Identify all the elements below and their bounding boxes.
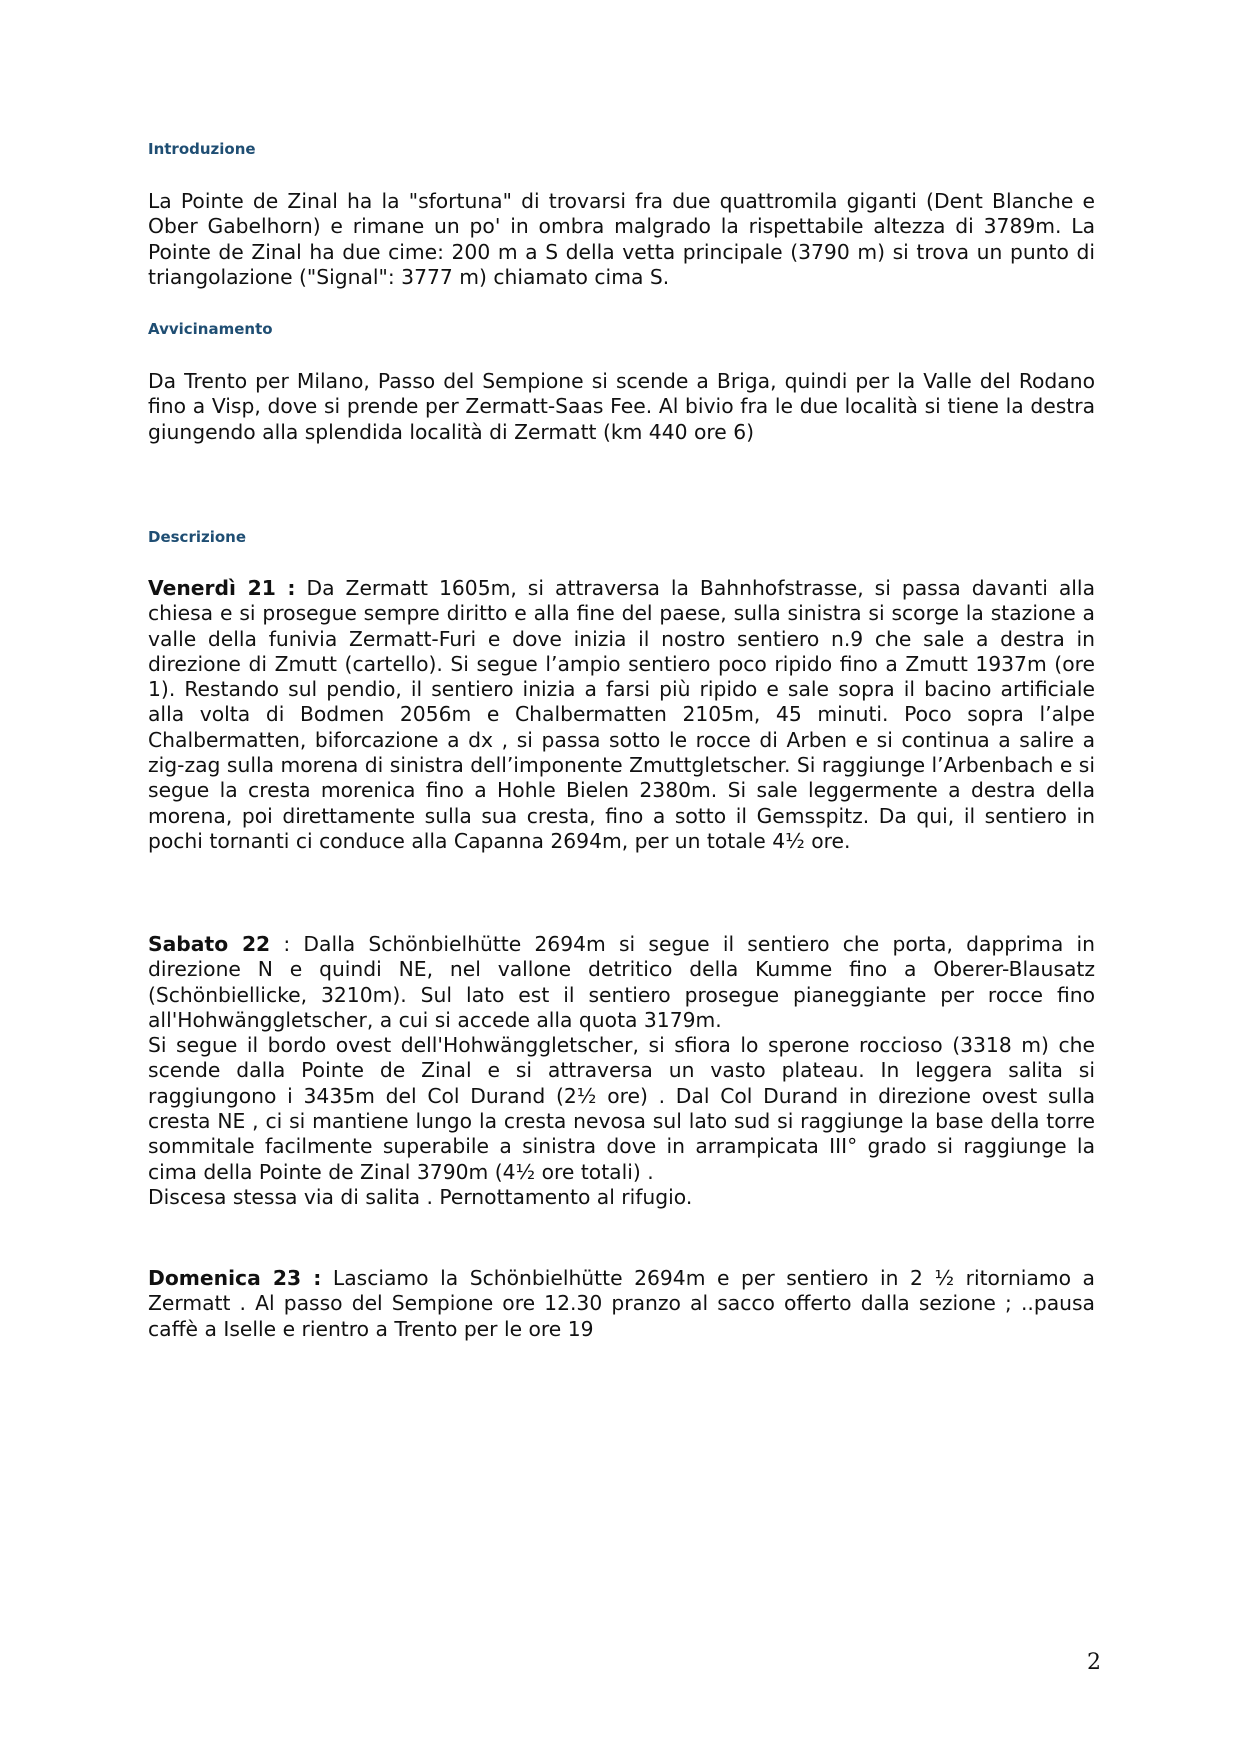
day-label-sabato: Sabato 22 — [148, 932, 271, 956]
text-sabato-part1: : Dalla Schönbielhütte 2694m si segue il sentiero che porta, dapprima in direzione N e quindi NE, nel vallone detritico della Kumme fino a Oberer-Blausatz (Schönbiellicke, 3210m). Sul lato est il sentiero prosegue pianeggiante per rocce fino all'Hohwänggletscher, a cui si accede alla quota 3179m. — [148, 932, 1095, 1032]
paragraph-introduzione: La Pointe de Zinal ha la "sfortuna" di trovarsi fra due quattromila giganti (Dent Blanche e Ober Gabelhorn) e rimane un po' in ombra malgrado la rispettabile altezza di 3789m. La Pointe de Zinal ha due cime: 200 m a S della vetta principale (3790 m) si trova un punto di triangolazione ("Signal": 3777 m) chiamato cima S. — [148, 189, 1095, 289]
text-venerdi: Da Zermatt 1605m, si attraversa la Bahnhofstrasse, si passa davanti alla chiesa e si prosegue sempre diritto e alla fine del paese, sulla sinistra si scorge la stazione a valle della funivia Zermatt-Furi e dove inizia il nostro sentiero n.9 che sale a destra in direzione di Zmutt (cartello). Si segue l’ampio sentiero poco ripido fino a Zmutt 1937m (ore 1). Restando sul pendio, il sentiero inizia a farsi più ripido e sale sopra il bacino artificiale alla volta di Bodmen 2056m e Chalbermatten 2105m, 45 minuti. Poco sopra l’alpe Chalbermatten, biforcazione a dx , si passa sotto le rocce di Arben e si continua a salire a zig-zag sulla morena di sinistra dell’imponente Zmuttgletscher. Si raggiunge l’Arbenbach e si segue la cresta morenica fino a Hohle Bielen 2380m. Si sale leggermente a destra della morena, poi direttamente sulla sua cresta, fino a sotto il Gemsspitz. Da qui, il sentiero in pochi tornanti ci conduce alla Capanna 2694m, per un totale 4½ ore. — [148, 576, 1095, 853]
day-label-domenica: Domenica 23 : — [148, 1266, 322, 1290]
paragraph-avvicinamento: Da Trento per Milano, Passo del Sempione si scende a Briga, quindi per la Valle del Rodano fino a Visp, dove si prende per Zermatt-Saas Fee. Al bivio fra le due località si tiene la destra giungendo alla splendida località di Zermatt (km 440 ore 6) — [148, 369, 1095, 444]
day-label-venerdi: Venerdì 21 : — [148, 576, 296, 600]
paragraph-domenica — [148, 1266, 1095, 1342]
text-sabato-part3: Discesa stessa via di salita . Pernottamento al rifugio. — [148, 1184, 693, 1209]
paragraph-venerdi — [148, 576, 1095, 854]
page-number: 2 — [1087, 1650, 1101, 1675]
heading-avvicinamento: Avvicinamento — [148, 320, 273, 338]
paragraph-sabato — [148, 932, 1095, 1210]
heading-introduzione: Introduzione — [148, 140, 256, 158]
heading-descrizione: Descrizione — [148, 528, 247, 546]
text-domenica: Lasciamo la Schönbielhütte 2694m e per sentiero in 2 ½ ritorniamo a Zermatt . Al passo del Sempione ore 12.30 pranzo al sacco offerto dalla sezione ; ..pausa caffè a Iselle e rientro a Trento per le ore 19 — [148, 1266, 1095, 1341]
text-sabato-part2: Si segue il bordo ovest dell'Hohwänggletscher, si sfiora lo sperone roccioso (3318 m) che scende dalla Pointe de Zinal e si attraversa un vasto plateau. In leggera salita si raggiungono i 3435m del Col Durand (2½ ore) . Dal Col Durand in direzione ovest sulla cresta NE , ci si mantiene lungo la cresta nevosa sul lato sud si raggiunge la base della torre sommitale facilmente superabile a sinistra dove in arrampicata III° grado si raggiunge la cima della Pointe de Zinal 3790m (4½ ore totali) . — [148, 1033, 1095, 1184]
